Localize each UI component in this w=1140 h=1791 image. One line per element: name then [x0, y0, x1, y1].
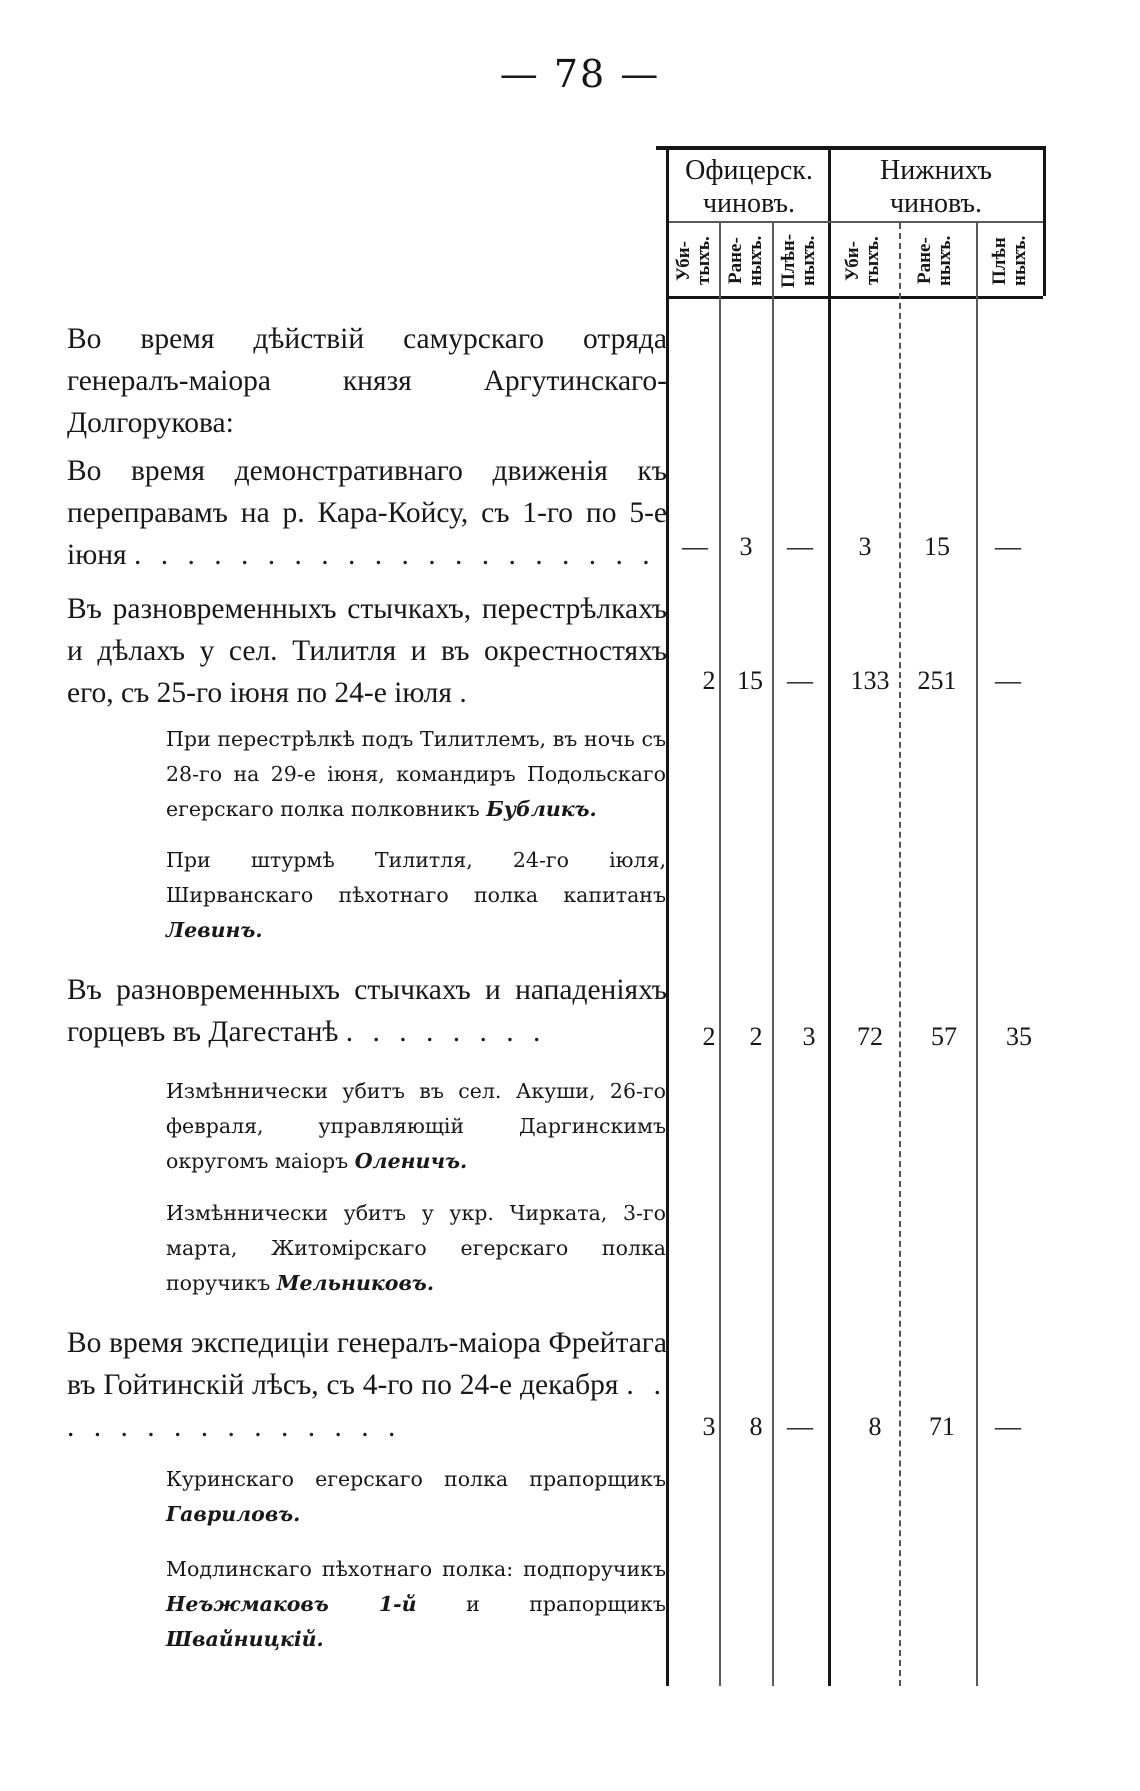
- table-top-rule: [656, 146, 1046, 150]
- note-text: и прапорщикъ: [466, 1592, 666, 1616]
- entry-freitag-text: Во время экспедиціи генералъ-маіора Фрейтага въ Гойтинскій лѣсъ, съ 4-го по 24-е декабря: [67, 1327, 667, 1401]
- header-lower-ranks: Нижнихъ чиновъ.: [880, 155, 992, 219]
- entry-tilitl-text: Въ разновременныхъ стычкахъ, перестрѣлкахъ и дѣлахъ у сел. Тилитля и въ окрестностяхъ его, съ 25-го іюня по 24-е іюля: [67, 593, 667, 709]
- table-right-rule: [1043, 146, 1046, 296]
- officer-name: Левинъ.: [166, 918, 263, 942]
- col-line-5: [976, 223, 978, 1686]
- entry-dagestan: [67, 969, 667, 1053]
- value-cell: 3: [858, 532, 872, 561]
- value-cell: 3: [802, 1022, 816, 1051]
- value-cell: 57: [931, 1022, 957, 1051]
- note-olenich: [166, 1074, 666, 1179]
- header-col-wounded-officers: Ране- ныхъ.: [725, 235, 766, 287]
- value-cell: 8: [749, 1412, 763, 1441]
- leader-dots: . . . . . . . . . . . . . . .: [67, 1369, 668, 1443]
- value-cell: 2: [749, 1022, 763, 1051]
- note-melnikov: [166, 1196, 666, 1301]
- officer-name: Бубликъ.: [486, 797, 597, 821]
- value-cell: 3: [739, 532, 753, 561]
- value-cell: 71: [929, 1412, 955, 1441]
- value-cell: —: [787, 532, 813, 561]
- note-levin: [166, 843, 666, 948]
- officer-name: Оленичъ.: [354, 1149, 468, 1173]
- leader-dots: . . . . . . . . . . . . . . . . . . . .: [133, 539, 656, 571]
- header-col-wounded-lower: Ране- ныхъ.: [914, 235, 955, 287]
- entry-demonstration: [67, 450, 667, 576]
- col-line-2: [772, 223, 774, 1686]
- officer-name: Швайницкій.: [166, 1627, 324, 1651]
- entry-intro: Во время дѣйствій самурскаго отряда генералъ-маіора князя Аргутинскаго-Долгорукова:: [67, 323, 667, 439]
- value-cell: —: [787, 1412, 813, 1441]
- col-line-4: [899, 223, 901, 1686]
- header-col-captured-lower: Плѣн ныхъ.: [989, 235, 1030, 287]
- value-cell: 35: [1006, 1022, 1032, 1051]
- value-cell: —: [995, 532, 1021, 561]
- note-text: При штурмѣ Тилитля, 24-го іюля, Ширванскаго пѣхотнаго полка капитанъ: [166, 848, 666, 907]
- entry-demonstration-text: Во время демонстративнаго движенія къ переправамъ на р. Кара-Койсу, съ 1-го по 5-е іюня: [67, 455, 667, 571]
- value-cell: 15: [924, 532, 950, 561]
- note-text: Измѣннически убитъ у укр. Чирката, 3-го марта, Житомірскаго егерскаго полка поручикъ: [166, 1201, 666, 1295]
- header-col-killed-lower: Уби- тыхъ.: [842, 236, 883, 286]
- value-cell: 133: [850, 666, 890, 695]
- value-cell: 251: [917, 666, 957, 695]
- note-text: Измѣннически убитъ въ сел. Акуши, 26-го февраля, управляющій Даргинскимъ округомъ маіоръ: [166, 1079, 666, 1173]
- value-cell: 15: [737, 666, 763, 695]
- note-modlin: [166, 1552, 666, 1657]
- value-cell: 2: [702, 1022, 716, 1051]
- note-text: При перестрѣлкѣ подъ Тилитлемъ, въ ночь съ 28-го на 29-е іюня, командиръ Подольскаго егерскаго полка полковникъ: [166, 727, 666, 821]
- value-cell: 3: [702, 1412, 716, 1441]
- note-bublik: [166, 722, 666, 827]
- leader-dots: . . . . . . . .: [345, 1016, 547, 1048]
- entry-dagestan-text: Въ разновременныхъ стычкахъ и нападеніяхъ горцевъ въ Дагестанѣ: [67, 974, 667, 1048]
- entry-tilitl: [67, 588, 667, 714]
- value-cell: —: [995, 1412, 1021, 1441]
- col-line-1: [719, 223, 721, 1686]
- officer-name: Гавриловъ.: [166, 1502, 301, 1526]
- entry-freitag: [67, 1322, 667, 1448]
- group-header-rule: [669, 221, 1043, 223]
- value-cell: 2: [702, 666, 716, 695]
- note-gavrilov: [166, 1462, 666, 1532]
- page-number: — 78 —: [499, 52, 661, 96]
- header-officers: Офицерск. чиновъ.: [685, 155, 813, 219]
- note-text: Куринскаго егерскаго полка прапорщикъ: [166, 1467, 666, 1491]
- officer-name: Неъжмаковъ 1-й: [166, 1592, 417, 1616]
- officer-name: Мельниковъ.: [276, 1271, 434, 1295]
- value-cell: 72: [857, 1022, 883, 1051]
- header-bottom-rule: [669, 296, 1043, 299]
- value-cell: —: [995, 666, 1021, 695]
- header-col-captured-officers: Плѣн- ныхъ.: [778, 233, 819, 289]
- value-cell: —: [787, 666, 813, 695]
- group-divider: [828, 150, 831, 1686]
- note-text: Модлинскаго пѣхотнаго полка: подпоручикъ: [166, 1557, 666, 1581]
- header-col-killed-officers: Уби- тыхъ.: [673, 236, 714, 286]
- value-cell: —: [682, 532, 708, 561]
- leader-dots: .: [459, 677, 473, 709]
- value-cell: 8: [868, 1412, 882, 1441]
